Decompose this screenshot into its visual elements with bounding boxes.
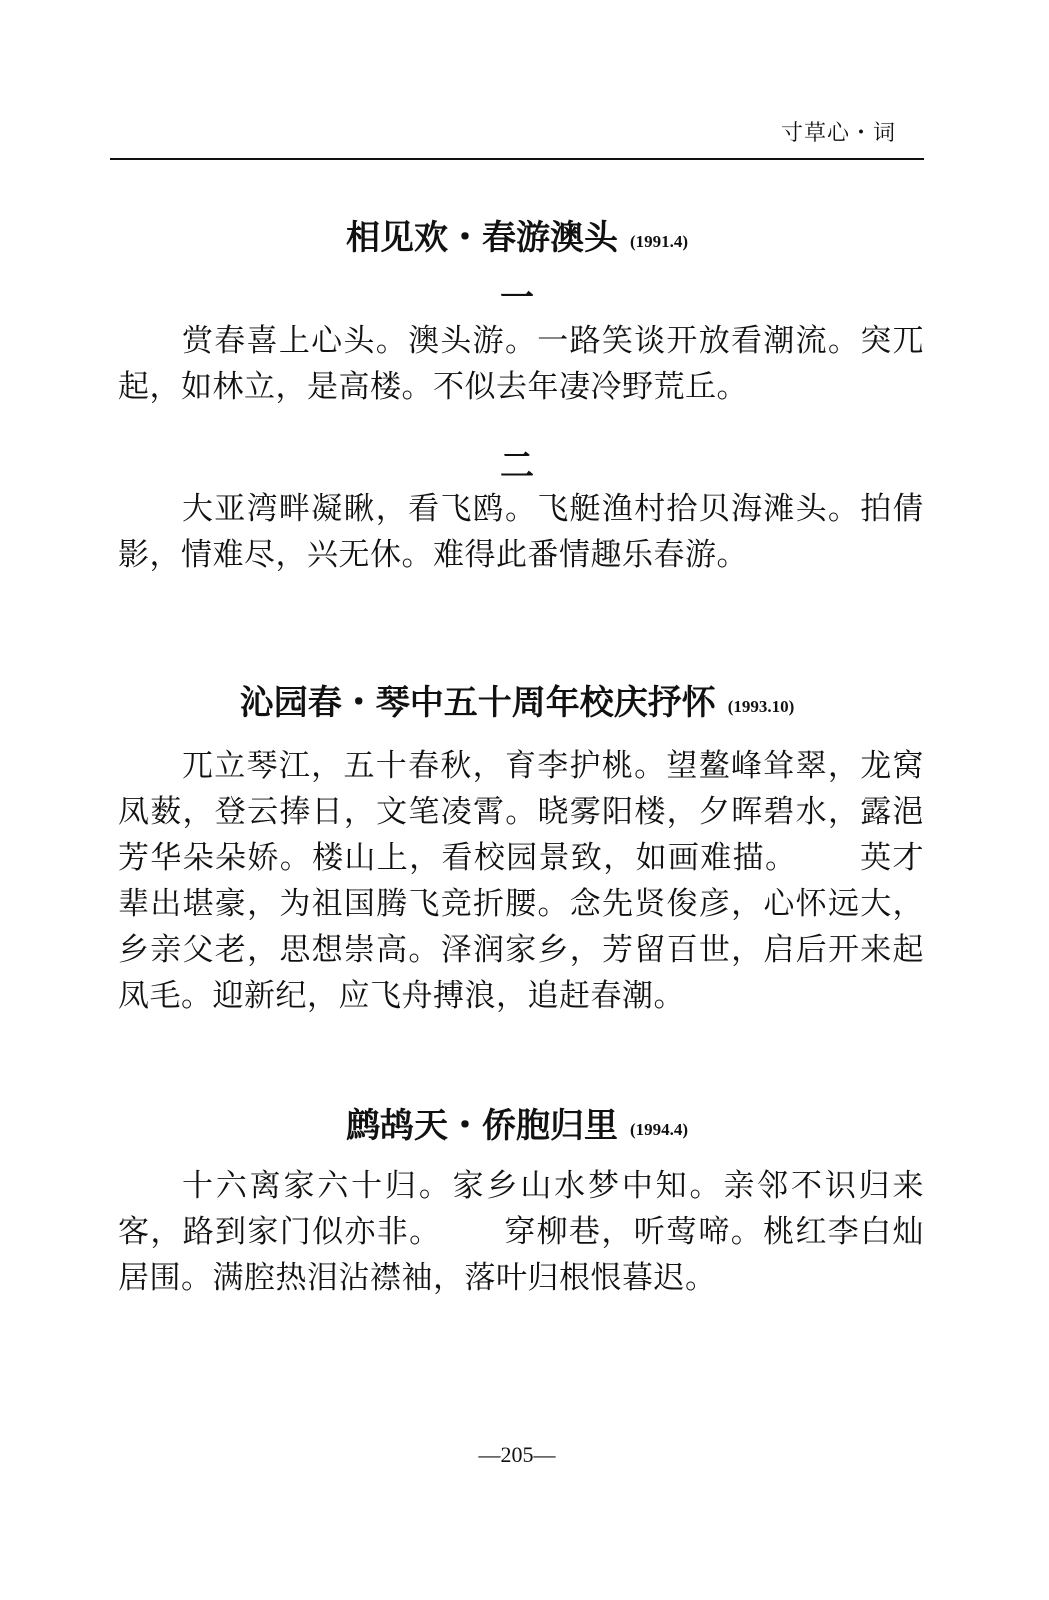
stanza-text-1: 赏春喜上心头。澳头游。一路笑谈开放看潮流。突兀起，如林立，是高楼。不似去年凄冷野荒丘。 xyxy=(118,323,924,405)
poem-body-part-2: 英才辈出堪豪，为祖国腾飞竞折腰。念先贤俊彦，心怀远大，乡亲父老，思想崇高。泽润家乡，芳留百世，启后开来起凤毛。迎新纪，应飞舟搏浪，追赶春潮。 xyxy=(118,840,925,1014)
stanza-marker-2: 二 xyxy=(500,446,534,486)
poem-date: (1994.4) xyxy=(629,1120,689,1139)
poem-body-part-1: 十六离家六十归。家乡山水梦中知。亲邻不识归来客，路到家门似亦非。 xyxy=(118,1168,924,1250)
poem-body-2 xyxy=(118,743,924,1019)
poem-title-3 xyxy=(110,1103,924,1153)
poem-body-3 xyxy=(118,1163,924,1301)
poem-date: (1993.10) xyxy=(727,697,795,716)
running-header xyxy=(110,118,924,160)
poem-title-2 xyxy=(110,680,924,730)
stanza-marker-1: 一 xyxy=(500,278,534,318)
running-title: 寸草心・词 xyxy=(780,121,896,146)
page-number: —205— xyxy=(478,1442,556,1467)
stanza-text-2: 大亚湾畔凝瞅，看飞鸥。飞艇渔村拾贝海滩头。拍倩影，情难尽，兴无休。难得此番情趣乐春游。 xyxy=(118,491,924,573)
poem-title-text: 鹧鸪天・侨胞归里 xyxy=(345,1106,618,1146)
poem-body-part-2: 穿柳巷，听莺啼。桃红李白灿居围。满腔热泪沾襟袖，落叶归根恨暮迟。 xyxy=(118,1214,925,1296)
poem-title-text: 沁园春・琴中五十周年校庆抒怀 xyxy=(239,683,716,723)
poem-date: (1991.4) xyxy=(629,232,689,251)
poem-title-1 xyxy=(110,215,924,265)
poem-title-text: 相见欢・春游澳头 xyxy=(345,218,618,258)
poem-body-part-1: 兀立琴江，五十春秋，育李护桃。望鳌峰耸翠，龙窝凤薮，登云捧日，文笔凌霄。晓雾阳楼，夕晖碧水，露浥芳华朵朵娇。楼山上，看校园景致，如画难描。 xyxy=(118,748,924,876)
